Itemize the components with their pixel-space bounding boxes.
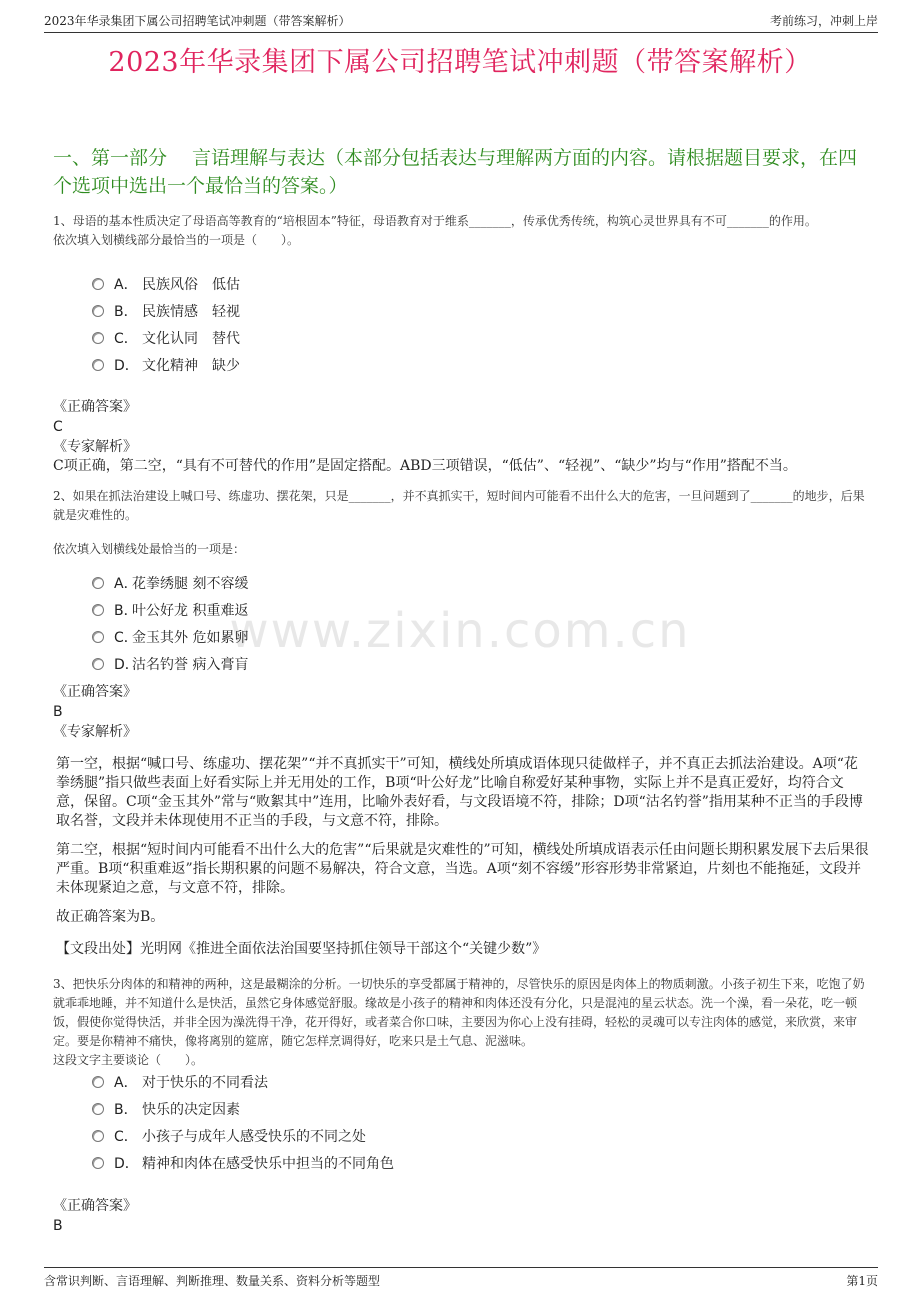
option-a[interactable]: A． 民族风俗 低估 [92,270,240,297]
radio-button-icon[interactable] [92,604,104,616]
option-b[interactable]: B． 叶公好龙 积重难返 [92,596,248,623]
question-3-prompt: 这段文字主要谈论（ ）。 [53,1053,204,1067]
answer-label: 《正确答案》 [53,399,137,415]
radio-button-icon[interactable] [92,658,104,670]
answer-label: 《正确答案》 [53,684,137,700]
option-d[interactable]: D． 文化精神 缺少 [92,351,240,378]
option-b[interactable]: B． 民族情感 轻视 [92,297,240,324]
option-d[interactable]: D． 沽名钓誉 病入膏肓 [92,650,248,677]
watermark: www.zixin.com.cn [229,603,691,659]
option-c[interactable]: C． 文化认同 替代 [92,324,240,351]
radio-button-icon[interactable] [92,332,104,344]
analysis-paragraph-1: 第一空，根据“喊口号、练虚功、摆花架”“并不真抓实干”可知，横线处所填成语体现只徒做样子，并不真正去抓法治建设。A项“花拳绣腿”指只做些表面上好看实际上并无用处的工作，B项“叶公好龙”比喻自称爱好某种事物，实际上并不是真正爱好，均符合文意，保留。C项“金玉其外”常与“败絮其中”连用，比喻外表好看，与文段语境不符，排除；D项“沽名钓誉”指用某种不正当的手段博取名誉，文段并未体现使用不正当的手段，与文意不符，排除。 [56,756,863,829]
radio-button-icon[interactable] [92,1157,104,1169]
header-slogan: 考前练习，冲刺上岸 [769,14,878,28]
page-header [44,12,878,33]
radio-button-icon[interactable] [92,1103,104,1115]
analysis-conclusion: 故正确答案为B。 [56,909,165,925]
question-2-options [92,569,248,677]
answer-value: B [53,1218,63,1234]
radio-button-icon[interactable] [92,631,104,643]
section-heading: 一、第一部分 言语理解与表达（本部分包括表达与理解两方面的内容。请根据题目要求，在四个选项中选出一个最恰当的答案。） [53,147,858,197]
question-2-prompt: 依次填入划横线处最恰当的一项是： [53,542,246,556]
expert-analysis-text: C项正确，第二空，“具有不可替代的作用”是固定搭配。ABD三项错误，“低估”、“轻视”、“缺少”均与“作用”搭配不当。 [53,458,797,474]
expert-analysis-label: 《专家解析》 [53,724,137,740]
option-d[interactable]: D． 精神和肉体在感受快乐中担当的不同角色 [92,1149,394,1176]
expert-analysis-label: 《专家解析》 [53,439,137,455]
page-footer [44,1267,878,1288]
question-1-options [92,270,240,378]
radio-button-icon[interactable] [92,577,104,589]
question-2-stem: 2、如果在抓法治建设上喊口号、练虚功、摆花架，只是_______，并不真抓实干，短时间内可能看不出什么大的危害，一旦问题到了_______的地步，后果就是灾难性的。 [53,489,865,522]
document-title: 2023年华录集团下属公司招聘笔试冲刺题（带答案解析） [108,47,812,78]
page-number: 第1页 [846,1274,878,1288]
question-3-stem: 3、把快乐分肉体的和精神的两种，这是最糊涂的分析。一切快乐的享受都属于精神的，尽管快乐的原因是肉体上的物质刺激。小孩子初生下来，吃饱了奶就乖乖地睡，并不知道什么是快活，虽然它身体感觉舒服。缘故是小孩子的精神和肉体还没有分化，只是混沌的星云状态。洗一个澡，看一朵花，吃一顿饭，假使你觉得快活，并非全因为澡洗得干净，花开得好，或者菜合你口味，主要因为你心上没有挂碍，轻松的灵魂可以专注肉体的感觉，来欣赏，来审定。要是你精神不痛快，像将离别的筵席，随它怎样烹调得好，吃来只是土气息、泥滋味。 这段文字主要谈论（ ）。 [53,975,870,1070]
answer-value: C [53,419,63,435]
question-2-answer-block [53,682,870,742]
option-c[interactable]: C． 小孩子与成年人感受快乐的不同之处 [92,1122,394,1149]
radio-button-icon[interactable] [92,1130,104,1142]
question-3-options [92,1068,394,1176]
question-1-answer-block [53,397,870,476]
header-doc-name: 2023年华录集团下属公司招聘笔试冲刺题（带答案解析） [44,14,351,28]
footer-topics: 含常识判断、言语理解、判断推理、数量关系、资料分析等题型 [44,1274,381,1288]
option-a[interactable]: A． 对于快乐的不同看法 [92,1068,394,1095]
source-citation: 【文段出处】光明网《推进全面依法治国要坚持抓住领导干部这个“关键少数”》 [56,941,547,957]
option-c[interactable]: C． 金玉其外 危如累卵 [92,623,248,650]
radio-button-icon[interactable] [92,359,104,371]
option-b[interactable]: B． 快乐的决定因素 [92,1095,394,1122]
radio-button-icon[interactable] [92,305,104,317]
question-1-prompt: 依次填入划横线部分最恰当的一项是（ ）。 [53,233,300,247]
option-a[interactable]: A． 花拳绣腿 刻不容缓 [92,569,248,596]
answer-value: B [53,704,63,720]
analysis-paragraph-2: 第二空，根据“短时间内可能看不出什么大的危害”“后果就是灾难性的”可知，横线处所填成语表示任由问题长期积累发展下去后果很严重。B项“积重难返”指长期积累的问题不易解决，符合文意，当选。A项“刻不容缓”形容形势非常紧迫，片刻也不能拖延，文段并未体现紧迫之意，与文意不符，排除。 [56,842,869,896]
radio-button-icon[interactable] [92,278,104,290]
answer-label: 《正确答案》 [53,1198,137,1214]
question-1-stem: 1、母语的基本性质决定了母语高等教育的“培根固本”特征，母语教育对于维系_______，传承优秀传统，构筑心灵世界具有不可_______的作用。 依次填入划横线部分最恰当的一项是（ ）。 [53,212,870,250]
radio-button-icon[interactable] [92,1076,104,1088]
question-3-answer-block [53,1196,870,1236]
